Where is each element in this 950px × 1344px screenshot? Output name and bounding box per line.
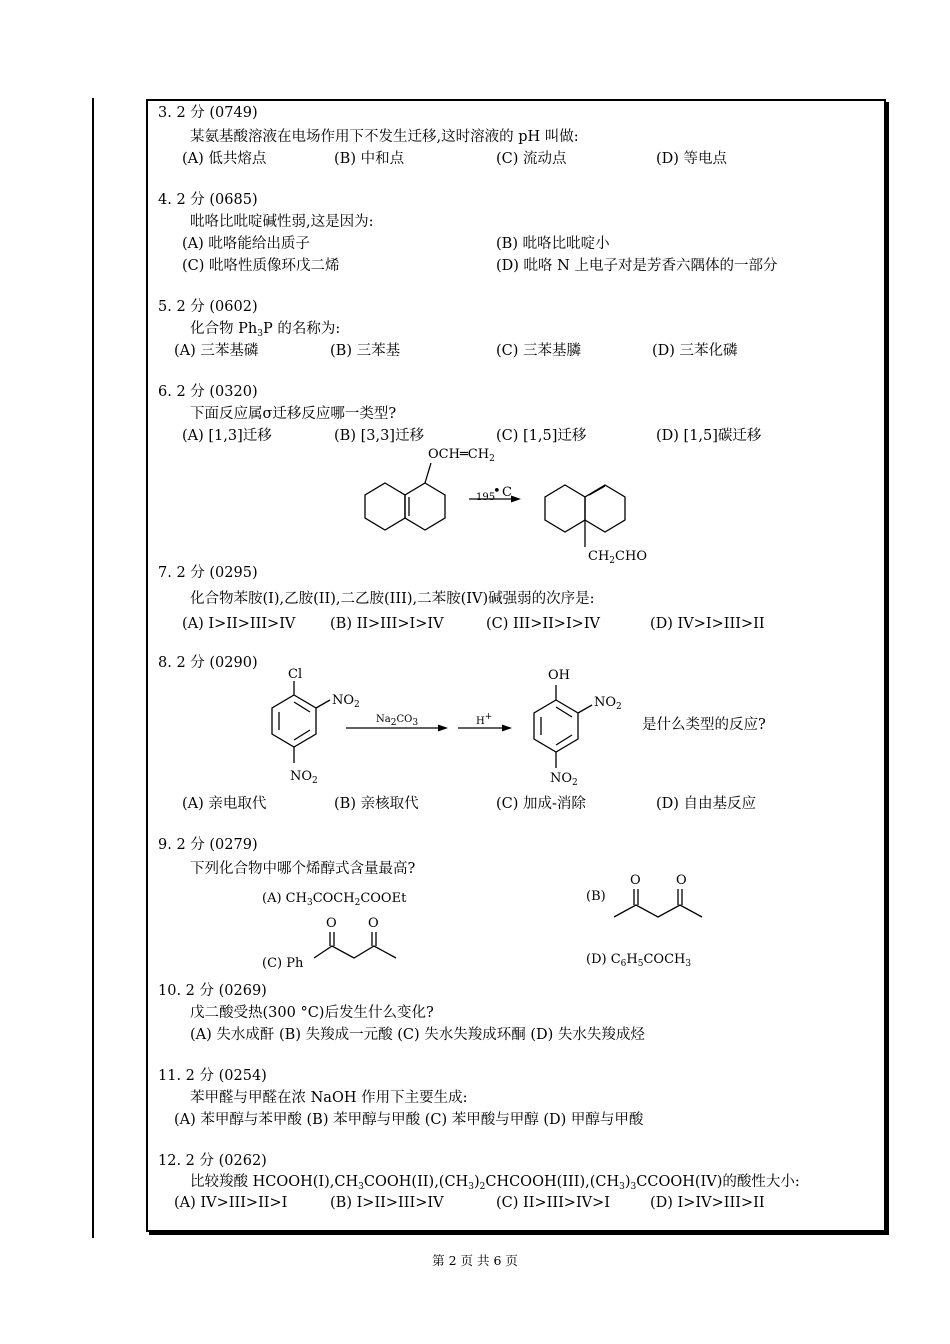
q8-header: 8. 2 分 (0290) bbox=[158, 655, 258, 671]
q4-header: 4. 2 分 (0685) bbox=[158, 192, 258, 208]
q6-product-ring-right bbox=[585, 485, 625, 532]
q11-options: (A) 苯甲醇与苯甲酸 (B) 苯甲醇与甲酸 (C) 苯甲酸与甲醇 (D) 甲醇与甲酸 bbox=[174, 1112, 644, 1128]
q11-stem: 苯甲醛与甲醛在浓 NaOH 作用下主要生成: bbox=[190, 1090, 468, 1106]
q8-option-b: (B) 亲核取代 bbox=[334, 796, 419, 812]
q8-reactant-cl-label: Cl bbox=[288, 667, 303, 682]
q8-stem: 是什么类型的反应? bbox=[642, 717, 766, 733]
q9-option-d: (D) $C_6H_5COCH_3$ bbox=[586, 952, 692, 969]
q6-reactant-ring-right bbox=[405, 483, 445, 530]
q5-option-d: (D) 三苯化磷 bbox=[652, 343, 738, 359]
q4-option-a: (A) 吡咯能给出质子 bbox=[182, 236, 310, 252]
q8-product-no2-bond bbox=[578, 705, 592, 713]
q6-reactant-substituent-bond bbox=[425, 463, 431, 483]
q11-header: 11. 2 分 (0254) bbox=[158, 1068, 267, 1084]
q10-stem: 戊二酸受热(300 °C)后发生什么变化? bbox=[190, 1005, 434, 1021]
q8-reactant-para-no2-label: $NO_2$ bbox=[290, 769, 318, 786]
q8-option-c: (C) 加成-消除 bbox=[496, 796, 586, 812]
q8-acid-label: H+ bbox=[476, 712, 493, 727]
q6-product-label: $CH_2CHO$ bbox=[588, 549, 647, 566]
q6-option-d: (D) [1,5]碳迁移 bbox=[656, 428, 762, 444]
q7-option-d: (D) IV>I>III>II bbox=[650, 616, 765, 632]
q9-option-c-structure bbox=[312, 930, 402, 970]
q5-stem: 化合物 $Ph_3P$ 的名称为: bbox=[190, 321, 341, 339]
q5-option-a: (A) 三苯基磷 bbox=[174, 343, 259, 359]
q10-options: (A) 失水成酐 (B) 失羧成一元酸 (C) 失水失羧成环酮 (D) 失水失羧成烃 bbox=[190, 1027, 645, 1043]
q12-header: 12. 2 分 (0262) bbox=[158, 1153, 267, 1169]
q5-option-c: (C) 三苯基膦 bbox=[496, 343, 582, 359]
q6-product-double-bond bbox=[589, 486, 605, 495]
q9-option-b-structure bbox=[610, 885, 710, 925]
q9-header: 9. 2 分 (0279) bbox=[158, 837, 258, 853]
q4-stem: 吡咯比吡啶碱性弱,这是因为: bbox=[190, 214, 374, 230]
q9-stem: 下列化合物中哪个烯醇式含量最高? bbox=[190, 861, 416, 877]
q7-option-a: (A) I>II>III>IV bbox=[182, 616, 296, 632]
q9-b-oxygen-1: O bbox=[630, 873, 641, 888]
q9-option-c-label: (C) Ph bbox=[262, 956, 304, 971]
q6-reactant-ring-left bbox=[365, 483, 405, 530]
q9-c-oxygen-2: O bbox=[368, 916, 379, 931]
q9-b-oxygen-2: O bbox=[676, 873, 687, 888]
q6-condition-temp: 195 bbox=[476, 492, 496, 503]
q6-condition-unit: C bbox=[502, 485, 512, 500]
q12-option-b: (B) I>II>III>IV bbox=[330, 1195, 444, 1211]
q9-b-chain bbox=[614, 905, 702, 917]
q3-option-a: (A) 低共熔点 bbox=[182, 151, 267, 167]
q9-option-a: (A) $CH_3COCH_2COOEt$ bbox=[262, 891, 407, 908]
q8-product-no2-label: $NO_2$ bbox=[594, 695, 622, 712]
q12-option-d: (D) I>IV>III>II bbox=[650, 1195, 765, 1211]
q8-option-d: (D) 自由基反应 bbox=[656, 796, 757, 812]
q3-header: 3. 2 分 (0749) bbox=[158, 105, 258, 121]
q5-header: 5. 2 分 (0602) bbox=[158, 299, 258, 315]
q10-header: 10. 2 分 (0269) bbox=[158, 983, 267, 999]
q6-header: 6. 2 分 (0320) bbox=[158, 384, 258, 400]
q7-option-b: (B) II>III>I>IV bbox=[330, 616, 444, 632]
page-footer: 第 2 页 共 6 页 bbox=[432, 1253, 518, 1268]
q4-option-b: (B) 吡咯比吡啶小 bbox=[496, 236, 610, 252]
q6-option-a: (A) [1,3]迁移 bbox=[182, 428, 272, 444]
q8-product-para-no2-label: $NO_2$ bbox=[550, 771, 578, 788]
q3-option-c: (C) 流动点 bbox=[496, 151, 567, 167]
q12-option-c: (C) II>III>IV>I bbox=[496, 1195, 611, 1211]
q7-header: 7. 2 分 (0295) bbox=[158, 565, 258, 581]
q8-reagent-label: $Na_2CO_3$ bbox=[376, 714, 419, 728]
q6-product-ring-left bbox=[545, 485, 585, 532]
q9-c-chain bbox=[314, 946, 396, 958]
q4-option-c: (C) 吡咯性质像环戊二烯 bbox=[182, 258, 340, 274]
q8-option-a: (A) 亲电取代 bbox=[182, 796, 267, 812]
q9-option-b-label: (B) bbox=[586, 889, 606, 904]
q5-option-b: (B) 三苯基 bbox=[330, 343, 401, 359]
q6-substituent-label: $OCH═CH_2$ bbox=[428, 447, 495, 464]
q9-c-oxygen-1: O bbox=[326, 916, 337, 931]
q8-arrowhead-2 bbox=[502, 725, 512, 732]
q6-stem: 下面反应属σ迁移反应哪一类型? bbox=[190, 406, 397, 422]
q3-stem: 某氨基酸溶液在电场作用下不发生迁移,这时溶液的 pH 叫做: bbox=[190, 129, 579, 145]
q6-option-c: (C) [1,5]迁移 bbox=[496, 428, 587, 444]
q3-option-d: (D) 等电点 bbox=[656, 151, 728, 167]
q7-stem: 化合物苯胺(I),乙胺(II),二乙胺(III),二苯胺(IV)碱强弱的次序是: bbox=[190, 591, 595, 607]
q8-reactant-no2-label: $NO_2$ bbox=[332, 693, 360, 710]
q12-stem: 比较羧酸 $HCOOH(I),CH_3COOH(II),(CH_3)_2CHCOOH(III),(CH_3)_3CCOOH(IV)$的酸性大小: bbox=[190, 1174, 800, 1192]
q8-reactant-no2-bond bbox=[316, 700, 330, 708]
margin-binding-line bbox=[92, 98, 94, 1238]
q6-option-b: (B) [3,3]迁移 bbox=[334, 428, 424, 444]
q12-option-a: (A) IV>III>II>I bbox=[174, 1195, 288, 1211]
q3-option-b: (B) 中和点 bbox=[334, 151, 405, 167]
q8-arrowhead-1 bbox=[438, 725, 448, 732]
q6-condition-deg: • bbox=[493, 484, 501, 499]
q7-option-c: (C) III>II>I>IV bbox=[486, 616, 601, 632]
q8-product-oh-label: OH bbox=[548, 668, 570, 683]
q6-arrowhead bbox=[511, 496, 521, 503]
q4-option-d: (D) 吡咯 N 上电子对是芳香六隅体的一部分 bbox=[496, 258, 778, 274]
